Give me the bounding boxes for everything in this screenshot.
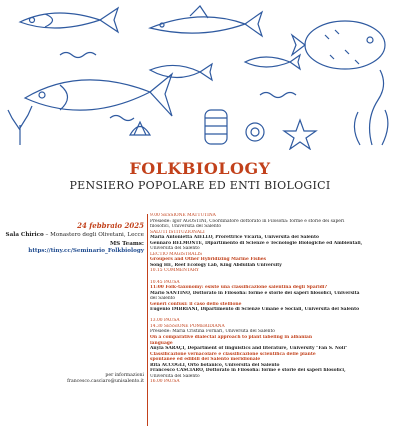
program-line: 13.00 PAUSA [150, 318, 180, 324]
fish-illustration [20, 8, 118, 32]
info-email[interactable]: francesco.casciaro@unisalento.it [67, 379, 144, 384]
teams-info [0, 241, 144, 255]
event-date: 24 febbraio 2025 [77, 221, 144, 230]
program-line: Maria Antonietta AIELLO, Prorettrice Vicaria, Università del Salento [150, 235, 319, 241]
seaweed-illustration [354, 70, 387, 145]
program-line: LECTIO MAGISTRALIS [150, 251, 203, 257]
program-line: 10.15 COMMENTARY [150, 268, 199, 274]
fish-illustration [25, 74, 172, 116]
program-line: Song HE, Reef Ecology Lab, King Abdullah University [150, 262, 282, 268]
program-line: Presiede: Maria Cristina Fornari, Università del Salento [150, 329, 275, 335]
program-line: 11:00 Folk–taxonomy: esiste una classificazione salentina degli Sparidi? [150, 285, 327, 291]
program-line: Anyla SARAÇI, Department of linguistics and literature, University "Fan S. Noli" [150, 346, 348, 352]
program-line: 14.30 SESSIONE POMERIDIANA [150, 323, 225, 329]
fish-illustration [150, 6, 262, 36]
program-line: Università del Salento [150, 246, 200, 252]
program-line: language [150, 340, 173, 346]
info-label: per informazioni [105, 373, 144, 378]
program-line: Groupers and Other Hybridizing Marine Fishes [150, 257, 267, 263]
program-line: Università del Salento [150, 373, 200, 379]
program-list [150, 213, 394, 385]
fish-illustration [150, 55, 300, 80]
sponge-illustration [205, 110, 227, 144]
program-line: On a comparative dialectal approach to plant labeling in albanian [150, 335, 313, 341]
page-title: FOLKBIOLOGY [129, 159, 271, 178]
venue-name: Sala Chirico [5, 232, 44, 238]
program-line: Gennaro BELMONTE, Dipartimento di Scienze e Tecnologie Biologiche ed Ambientali, [150, 240, 363, 246]
divider [147, 214, 148, 426]
program-line: filosofici, Università del Salento [150, 224, 222, 230]
program-line: Eugenio IMBRIANI, Dipartimento di Scienze Umane e Sociali, Università del Salento [150, 307, 360, 313]
program-line: Presiede: Igor AGOSTINI, Coordinatore dottorato in Filosofia: forme e storie dei saperi [150, 218, 345, 224]
program-line: 10.45 PAUSA [150, 279, 180, 285]
contact-info [67, 373, 144, 385]
program-line: Francesco CASCIARO, Dottorato in Filosofia: forme e storie dei saperi filosofici, [150, 368, 346, 374]
program-line: SALUTI ISTITUZIONALI [150, 229, 205, 235]
teams-link[interactable]: https://tiny.cc/Seminario_Folkbiology [28, 248, 144, 254]
program-line: Classificazione vernacolare e classificazione scientifica delle piante [150, 351, 316, 357]
program-line: Mario SANTINO, Dottorato in Filosofia: forme e storie dei saperi filosofici, Università [150, 290, 360, 296]
event-venue [6, 232, 144, 239]
coral-illustration [8, 106, 32, 145]
program-line: spontanee ed edibili del Salento meridionale [150, 357, 261, 363]
fish-illustration [292, 21, 385, 69]
program-line: del Salento [150, 296, 176, 302]
teams-label: MS Teams: [109, 241, 144, 247]
snail-illustration [246, 123, 264, 141]
program-line: 16.00 PAUSA [150, 379, 180, 385]
venue-location: – Monastero degli Olivetani, Lecce [43, 232, 144, 238]
shell-illustration [130, 122, 150, 135]
page-subtitle: PENSIERO POPOLARE ED ENTI BIOLOGICI [69, 179, 331, 192]
program-line: Rita ACCOGLI, Orto botanico, Università del Salento [150, 362, 280, 368]
starfish-illustration [284, 120, 316, 149]
wave-illustration [60, 53, 296, 121]
program-line: Generi confusi: il caso dello stellione [150, 301, 242, 307]
sea-illustration [0, 0, 400, 150]
program-line: 9.00 SESSIONE MATTUTINA [150, 213, 216, 218]
